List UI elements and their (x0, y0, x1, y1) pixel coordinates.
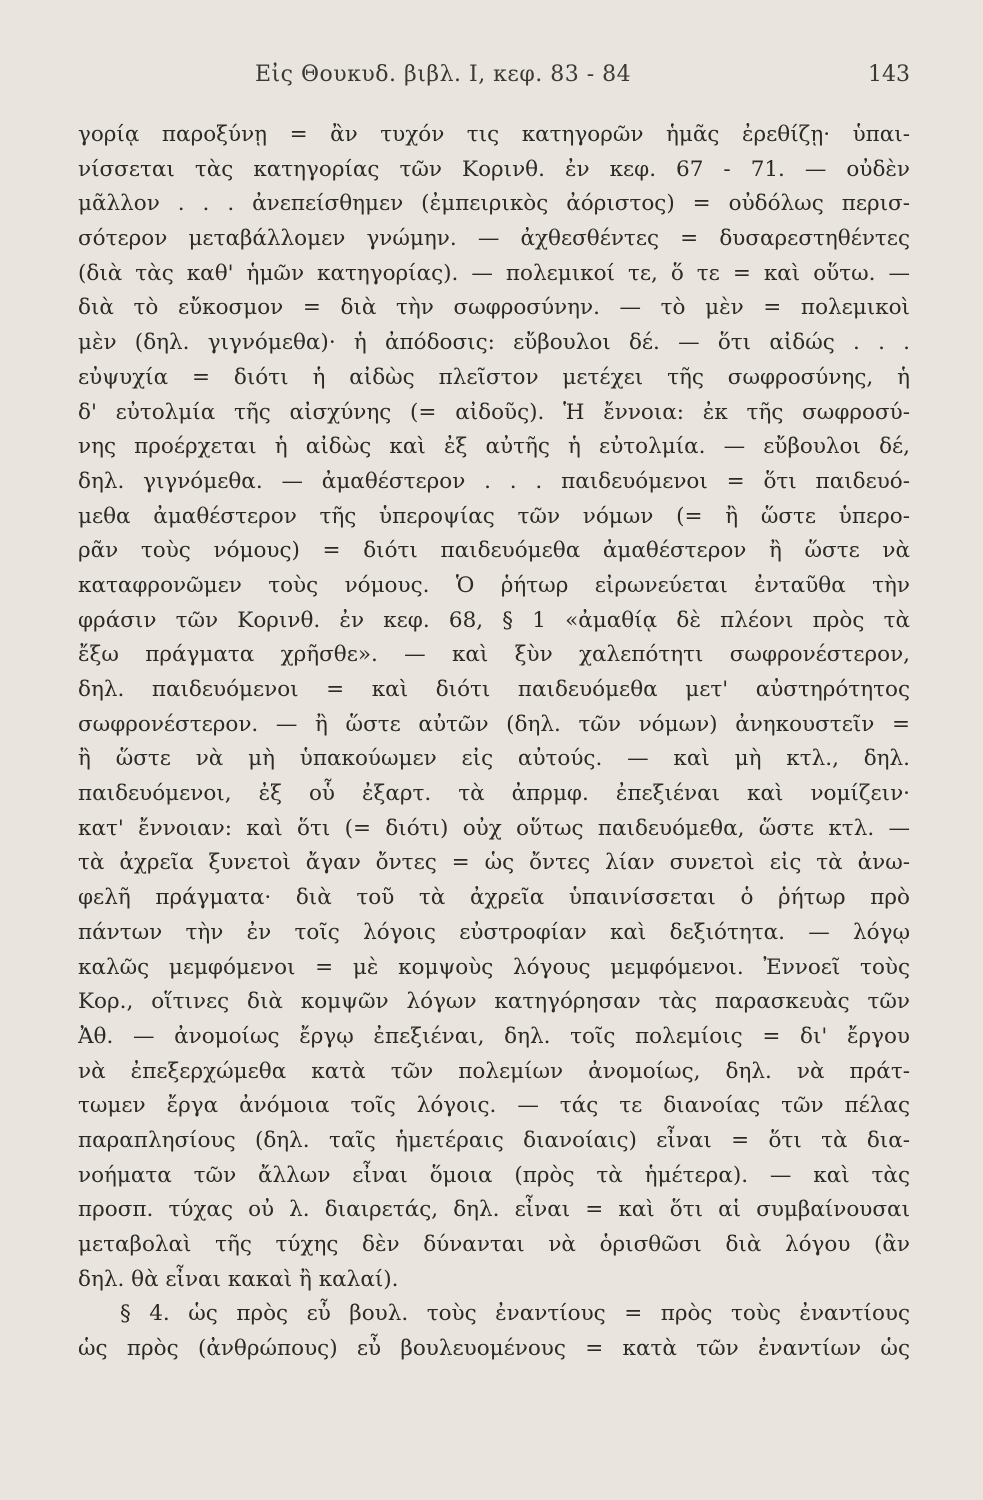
text-line: (διὰ τὰς καθ' ἡμῶν κατηγορίας). — πολεμικοί τε, ὅ τε = καὶ οὕτω. — (78, 260, 910, 286)
text-line: μὲν (δηλ. γιγνόμεθα)· ἡ ἀπόδοσις: εὔβουλοι δέ. — ὅτι αἰδώς . . . (78, 330, 910, 356)
page-number: 143 (868, 62, 910, 87)
text-line: σότερον μεταβάλλομεν γνώμην. — ἀχθεσθέντες = δυσαρεστηθέντες (78, 226, 910, 252)
text-line: γορίᾳ παροξύνῃ = ἂν τυχόν τις κατηγορῶν ἡμᾶς ἐρεθίζῃ· ὑπαι- (78, 122, 910, 147)
text-line: δηλ. γιγνόμεθα. — ἀμαθέστερον . . . παιδευόμενοι = ὅτι παιδευό- (78, 468, 910, 494)
text-line: Κορ., οἵτινες διὰ κομψῶν λόγων κατηγόρησαν τὰς παρασκευὰς τῶν (78, 989, 910, 1015)
text-line: πάντων τὴν ἐν τοῖς λόγοις εὐστροφίαν καὶ δεξιότητα. — λόγῳ (78, 919, 910, 945)
text-line: τωμεν ἔργα ἀνόμοια τοῖς λόγοις. — τάς τε διανοίας τῶν πέλας (78, 1093, 910, 1119)
text-line: παιδευόμενοι, ἐξ οὗ ἐξαρτ. τὰ ἀπρμφ. ἐπεξιέναι καὶ νομίζειν· (78, 781, 910, 807)
running-title: Εἰς Θουκυδ. βιβλ. Ι, κεφ. 83 - 84 (255, 62, 632, 87)
text-line: εὐψυχία = διότι ἡ αἰδὼς πλεῖστον μετέχει τῆς σωφροσύνης, ἡ (78, 364, 910, 390)
text-line: φράσιν τῶν Κορινθ. ἐν κεφ. 68, § 1 «ἀμαθίᾳ δὲ πλέονι πρὸς τὰ (78, 607, 910, 633)
text-line: ἢ ὥστε νὰ μὴ ὑπακούωμεν εἰς αὐτούς. — καὶ μὴ κτλ., δηλ. (78, 746, 910, 772)
text-line: παραπλησίους (δηλ. ταῖς ἡμετέραις διανοίαις) εἶναι = ὅτι τὰ δια- (78, 1127, 910, 1153)
text-line: μεθα ἀμαθέστερον τῆς ὑπεροψίας τῶν νόμων (= ἢ ὥστε ὑπερο- (78, 503, 910, 529)
text-line: νοήματα τῶν ἄλλων εἶναι ὅμοια (πρὸς τὰ ἡμέτερα). — καὶ τὰς (78, 1162, 910, 1188)
text-line: ρᾶν τοὺς νόμους) = διότι παιδευόμεθα ἀμαθέστερον ἢ ὥστε νὰ (78, 538, 910, 564)
text-line: κατ' ἔννοιαν: καὶ ὅτι (= διότι) οὐχ οὕτως παιδευόμεθα, ὥστε κτλ. — (78, 815, 910, 841)
text-line: Ἀθ. — ἀνομοίως ἔργῳ ἐπεξιέναι, δηλ. τοῖς πολεμίοις = δι' ἔργου (78, 1023, 910, 1049)
text-line: νὰ ἐπεξερχώμεθα κατὰ τῶν πολεμίων ἀνομοίως, δηλ. νὰ πράτ- (78, 1058, 910, 1084)
text-line: μεταβολαὶ τῆς τύχης δὲν δύνανται νὰ ὁρισθῶσι διὰ λόγου (ἂν (78, 1232, 910, 1257)
text-line: ἔξω πράγματα χρῆσθε». — καὶ ξὺν χαλεπότητι σωφρονέστερον, (78, 642, 910, 668)
text-line: δηλ. θὰ εἶναι κακαὶ ἢ καλαί). (78, 1266, 399, 1292)
commentary-text (78, 118, 910, 1367)
text-line: τὰ ἀχρεῖα ξυνετοὶ ἄγαν ὄντες = ὡς ὄντες λίαν συνετοὶ εἰς τὰ ἀνω- (78, 850, 910, 876)
text-line: σωφρονέστερον. — ἢ ὥστε αὐτῶν (δηλ. τῶν νόμων) ἀνηκουστεῖν = (78, 711, 910, 737)
text-line: φελῆ πράγματα· διὰ τοῦ τὰ ἀχρεῖα ὑπαινίσσεται ὁ ῥήτωρ πρὸ (78, 885, 910, 911)
section-heading-line: § 4. ὡς πρὸς εὖ βουλ. τοὺς ἐναντίους = πρὸς τοὺς ἐναντίους (120, 1301, 910, 1327)
text-line: δηλ. παιδευόμενοι = καὶ διότι παιδευόμεθα μετ' αὐστηρότητος (78, 677, 910, 702)
text-line: δ' εὐτολμία τῆς αἰσχύνης (= αἰδοῦς). Ἡ ἔννοια: ἐκ τῆς σωφροσύ- (78, 399, 910, 425)
text-line: διὰ τὸ εὔκοσμον = διὰ τὴν σωφροσύνην. — τὸ μὲν = πολεμικοὶ (78, 295, 910, 321)
text-line: καλῶς μεμφόμενοι = μὲ κομψοὺς λόγους μεμφόμενοι. Ἐννοεῖ τοὺς (78, 954, 910, 980)
text-line: νης προέρχεται ἡ αἰδὼς καὶ ἐξ αὐτῆς ἡ εὐτολμία. — εὔβουλοι δέ, (78, 434, 910, 460)
text-line: καταφρονῶμεν τοὺς νόμους. Ὁ ῥήτωρ εἰρωνεύεται ἐνταῦθα τὴν (78, 572, 910, 598)
text-line: νίσσεται τὰς κατηγορίας τῶν Κορινθ. ἐν κεφ. 67 - 71. — οὐδὲν (78, 156, 910, 182)
text-line: ὡς πρὸς (ἀνθρώπους) εὖ βουλευομένους = κατὰ τῶν ἐναντίων ὡς (78, 1336, 910, 1362)
text-line: μᾶλλον . . . ἀνεπείσθημεν (ἐμπειρικὸς ἀόριστος) = οὐδόλως περισ- (78, 191, 910, 217)
text-line: προσπ. τύχας οὐ λ. διαιρετάς, δηλ. εἶναι = καὶ ὅτι αἱ συμβαίνουσαι (78, 1197, 910, 1223)
page-header (80, 62, 910, 96)
